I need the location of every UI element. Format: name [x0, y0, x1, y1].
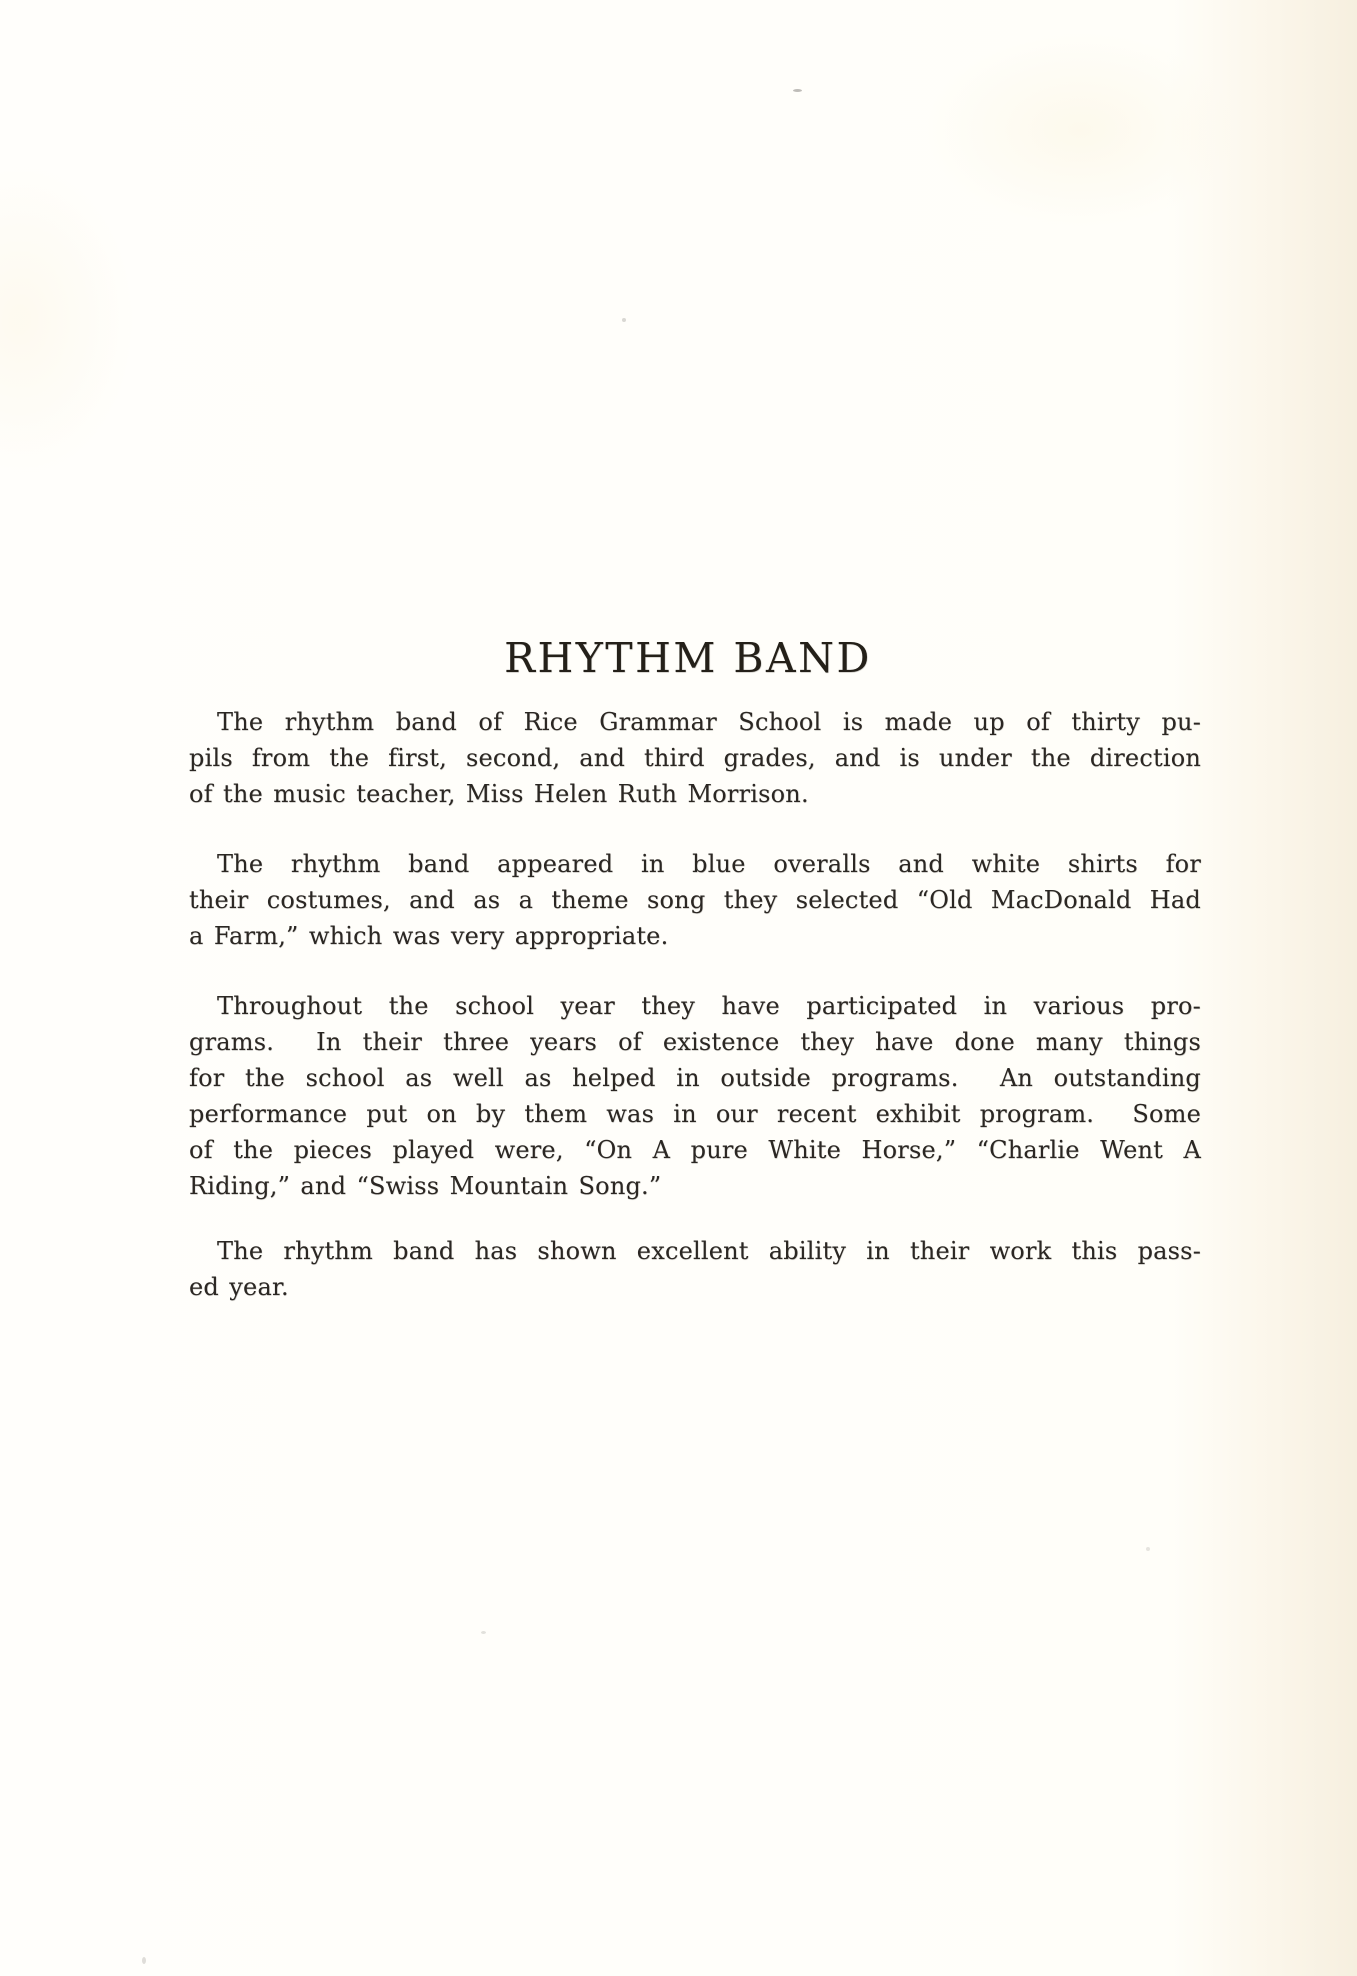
- text-line: for the school as well as helped in outside programs. An outstanding: [189, 1064, 1201, 1092]
- scan-speck: [142, 1957, 146, 1964]
- scan-speck: [793, 89, 802, 92]
- paragraph-2: [189, 846, 1201, 954]
- paragraph-3: [189, 988, 1201, 1204]
- text-line: performance put on by them was in our recent exhibit program. Some: [189, 1100, 1201, 1128]
- text-line: Riding,” and “Swiss Mountain Song.”: [189, 1172, 662, 1200]
- text-line: grams. In their three years of existence they have done many things: [189, 1028, 1201, 1056]
- text-line: a Farm,” which was very appropriate.: [189, 922, 669, 950]
- scan-speck: [1146, 1547, 1150, 1551]
- scan-speck: [622, 318, 626, 322]
- text-line: The rhythm band has shown excellent ability in their work this pass-: [217, 1237, 1201, 1265]
- paragraph-1: [189, 704, 1201, 812]
- text-line: Throughout the school year they have participated in various pro-: [217, 992, 1201, 1020]
- text-line: of the pieces played were, “On A pure White Horse,” “Charlie Went A: [189, 1136, 1201, 1164]
- text-line: The rhythm band of Rice Grammar School is made up of thirty pu-: [217, 708, 1201, 736]
- text-line: their costumes, and as a theme song they selected “Old MacDonald Had: [189, 886, 1201, 914]
- text-line: of the music teacher, Miss Helen Ruth Morrison.: [189, 780, 809, 808]
- text-line: ed year.: [189, 1273, 289, 1301]
- scan-speck: [481, 1631, 486, 1634]
- text-line: The rhythm band appeared in blue overalls and white shirts for: [217, 850, 1201, 878]
- text-line: pils from the first, second, and third grades, and is under the direction: [189, 744, 1201, 772]
- paragraph-4: [189, 1233, 1201, 1305]
- page-title: RHYTHM BAND: [504, 634, 872, 682]
